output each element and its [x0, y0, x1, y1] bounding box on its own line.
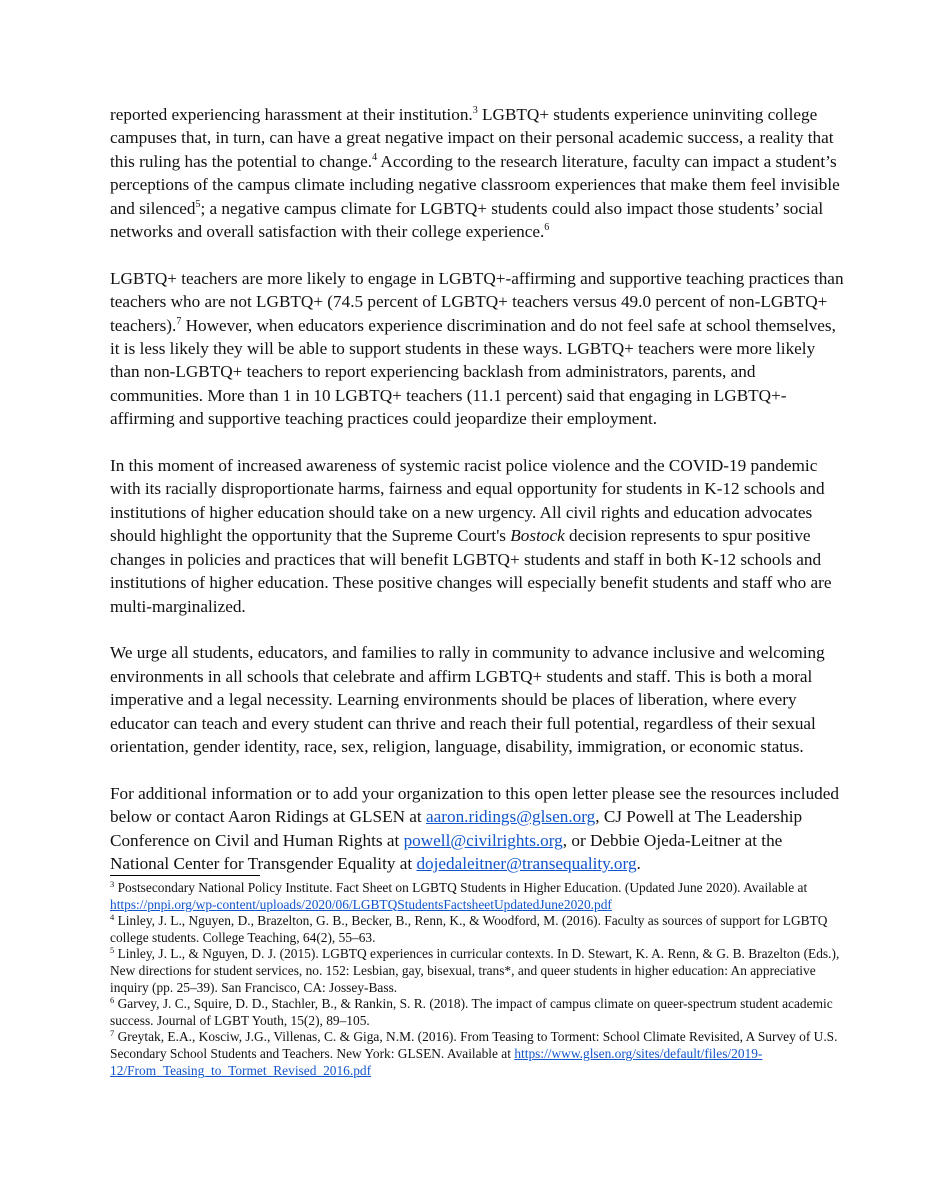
text: LGBTQ+ students experience uninviting college campuses that, in turn, can have a great negative impact on their personal academic success, a reality that this ruling has the potential to change.	[110, 105, 834, 171]
text: decision represents to spur positive changes in policies and practices that will benefit LGBTQ+ students and staff in both K-12 schools and institutions of higher education. These positive changes will especially benefit students and staff who are multi-marginalized.	[110, 526, 832, 616]
footnote	[110, 880, 845, 913]
paragraph	[110, 641, 845, 758]
link[interactable]: https://pnpi.org/wp-content/uploads/2020/06/LGBTQStudentsFactsheetUpdatedJune2020.pdf	[110, 896, 612, 912]
paragraph	[110, 103, 845, 243]
text: According to the research literature, faculty can impact a student’s perceptions of the campus climate including negative classroom experiences that make them feel invisible and silenced	[110, 151, 840, 218]
footnote	[110, 996, 845, 1029]
footnote-reference: 4	[110, 912, 115, 923]
text: , or Debbie Ojeda-Leitner at the National Center for Transgender Equality at	[110, 830, 783, 873]
footnote-reference: 5	[195, 198, 201, 210]
link[interactable]: dojedaleitner@transequality.org	[416, 853, 637, 873]
link[interactable]: aaron.ridings@glsen.org	[426, 807, 596, 827]
text: reported experiencing harassment at their institution.	[110, 105, 473, 124]
paragraph	[110, 267, 845, 431]
footnote-reference: 7	[110, 1028, 115, 1039]
paragraph	[110, 782, 845, 876]
footnote	[110, 913, 845, 946]
text: ; a negative campus climate for LGBTQ+ students could also impact those students’ social networks and overall satisfaction with their college experience.	[110, 198, 824, 242]
footnotes	[110, 880, 845, 1079]
document-body	[110, 103, 845, 899]
text: Linley, J. L., & Nguyen, D. J. (2015). LGBTQ experiences in curricular contexts. In D. Stewart, K. A. Renn, & G. B. Brazelton (Eds.), New directions for student services, no. 152: Lesbian, gay, bisexual, trans*, and queer students in higher education: An appreciative inquiry (pp. 25–39). San Francisco, CA: Jossey-Bass.	[110, 946, 840, 995]
footnote-reference: 7	[176, 315, 182, 327]
text: For additional information or to add your organization to this open letter please see the resources included below or contact Aaron Ridings at GLSEN at	[110, 783, 839, 827]
footnote-reference: 3	[472, 105, 478, 116]
link[interactable]: powell@civilrights.org	[403, 830, 563, 850]
text: , CJ Powell at The Leadership Conference on Civil and Human Rights at	[110, 807, 803, 850]
text: We urge all students, educators, and families to rally in community to advance inclusive and welcoming environments in all schools that celebrate and affirm LGBTQ+ students and staff. This is both a moral imperative and a legal necessity. Learning environments should be places of liberation, where every educator can teach and every student can thrive and reach their full potential, regardless of their sexual orientation, gender identity, race, sex, religion, language, disability, immigration, or economic status.	[110, 643, 825, 756]
footnote-reference: 6	[110, 995, 115, 1006]
footnote-reference: 3	[110, 879, 115, 889]
text: LGBTQ+ teachers are more likely to engage in LGBTQ+-affirming and supportive teaching practices than teachers who are not LGBTQ+ (74.5 percent of LGBTQ+ teachers versus 49.0 percent of non-LGBTQ+ teachers).	[110, 268, 844, 335]
link[interactable]: https://www.glsen.org/sites/default/files/2019-12/From_Teasing_to_Tormet_Revised_2016.pdf	[110, 1045, 763, 1078]
footnote	[110, 946, 845, 996]
text: Greytak, E.A., Kosciw, J.G., Villenas, C. & Giga, N.M. (2016). From Teasing to Torment: School Climate Revisited, A Survey of U.S. Secondary School Students and Teachers. New York: GLSEN. Available at	[110, 1029, 838, 1061]
italic-text: Bostock	[510, 526, 565, 546]
text: .	[636, 853, 641, 873]
footnote-reference: 4	[372, 151, 378, 163]
footnote-reference: 5	[110, 945, 115, 956]
paragraph	[110, 454, 845, 618]
footnote-reference: 6	[544, 222, 550, 234]
footnote-divider	[110, 875, 260, 876]
footnote	[110, 1029, 845, 1079]
text: Postsecondary National Policy Institute. Fact Sheet on LGBTQ Students in Higher Education. (Updated June 2020). Available at	[114, 880, 808, 895]
text: Garvey, J. C., Squire, D. D., Stachler, B., & Rankin, S. R. (2018). The impact of campus climate on queer-spectrum student academic success. Journal of LGBT Youth, 15(2), 89–105.	[110, 996, 833, 1028]
text: Linley, J. L., Nguyen, D., Brazelton, G. B., Becker, B., Renn, K., & Woodford, M. (2016). Faculty as sources of support for LGBTQ college students. College Teaching, 64(2), 55–63.	[110, 913, 828, 945]
text: In this moment of increased awareness of systemic racist police violence and the COVID-19 pandemic with its racially disproportionate harms, fairness and equal opportunity for students in K-12 schools and institutions of higher education should take on a new urgency. All civil rights and education advocates should highlight the opportunity that the Supreme Court's	[110, 456, 825, 546]
text: However, when educators experience discrimination and do not feel safe at school themselves, it is less likely they will be able to support students in these ways. LGBTQ+ teachers were more likely than non-LGBTQ+ teachers to report experiencing backlash from administrators, parents, and communities. More than 1 in 10 LGBTQ+ teachers (11.1 percent) said that engaging in LGBTQ+-affirming and supportive teaching practices could jeopardize their employment.	[110, 315, 836, 429]
